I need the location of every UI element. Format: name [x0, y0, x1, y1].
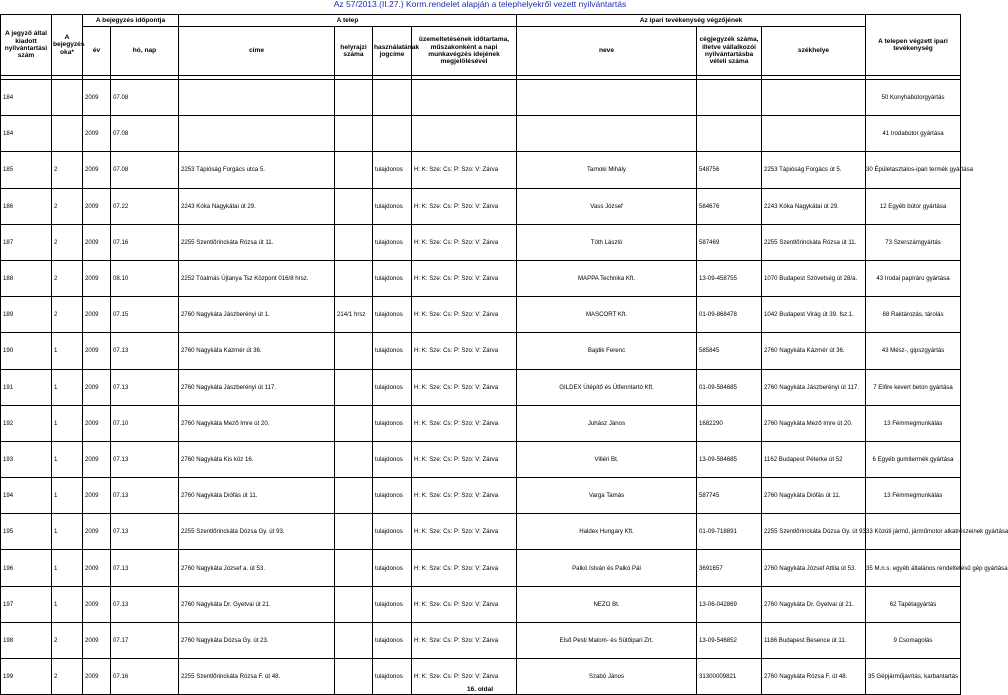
registry-table — [0, 14, 1008, 695]
cell-reg-no: 01-09-718891 — [697, 514, 762, 550]
cell-name: GILDEX Útépítő és Útfenntartó Kft. — [517, 369, 697, 405]
cell-name: Varga Tamás — [517, 478, 697, 514]
cell-reg-no: 13-09-584685 — [697, 441, 762, 477]
cell-seat: 2255 Szentlőrinckáta Dózsa Gy. út 93. — [762, 514, 866, 550]
header-activity: A telepen végzett ipari tevékenység — [866, 15, 961, 76]
cell-usage-right: tulajdonos — [373, 478, 412, 514]
cell-year: 2009 — [83, 659, 111, 695]
cell-reg-no: 585845 — [697, 333, 762, 369]
cell-activity: 13 Fémmegmunkálás — [866, 478, 961, 514]
cell-parcel — [335, 622, 373, 658]
cell-address: 2760 Nagykáta József a. út 53. — [179, 550, 335, 586]
cell-operating-hours: H: K: Sze: Cs: P: Szo: V: Zárva — [412, 514, 517, 550]
cell-reg-no: 1682290 — [697, 405, 762, 441]
cell-reason: 2 — [52, 224, 83, 260]
cell-year: 2009 — [83, 441, 111, 477]
cell-activity: 13 Fémmegmunkálás — [866, 405, 961, 441]
cell-usage-right: tulajdonos — [373, 188, 412, 224]
cell-name: Első Pesti Malom- és Sütőipari Zrt. — [517, 622, 697, 658]
cell-id: 195 — [1, 514, 52, 550]
cell-usage-right: tulajdonos — [373, 550, 412, 586]
table-row — [1, 550, 961, 586]
cell-name: MASCORT Kft. — [517, 297, 697, 333]
cell-year: 2009 — [83, 333, 111, 369]
cell-reg-no: 13-09-546852 — [697, 622, 762, 658]
cell-year: 2009 — [83, 80, 111, 116]
cell-id: 184 — [1, 80, 52, 116]
cell-parcel — [335, 333, 373, 369]
cell-operating-hours: H: K: Sze: Cs: P: Szo: V: Zárva — [412, 659, 517, 695]
cell-usage-right — [373, 80, 412, 116]
table-row — [1, 116, 961, 152]
cell-month-day: 07.13 — [111, 369, 179, 405]
cell-operating-hours: H: K: Sze: Cs: P: Szo: V: Zárva — [412, 405, 517, 441]
table-row — [1, 224, 961, 260]
cell-month-day: 07.13 — [111, 550, 179, 586]
cell-year: 2009 — [83, 586, 111, 622]
header-parcel: helyrajzi száma — [335, 27, 373, 76]
cell-name: Vass József — [517, 188, 697, 224]
cell-operating-hours: H: K: Sze: Cs: P: Szo: V: Zárva — [412, 333, 517, 369]
cell-year: 2009 — [83, 152, 111, 188]
cell-month-day: 07.08 — [111, 116, 179, 152]
cell-reason: 1 — [52, 586, 83, 622]
cell-address: 2760 Nagykáta Jászberényi út 1. — [179, 297, 335, 333]
cell-reg-no — [697, 80, 762, 116]
table-row — [1, 80, 961, 116]
cell-reason — [52, 116, 83, 152]
cell-usage-right: tulajdonos — [373, 224, 412, 260]
cell-year: 2009 — [83, 369, 111, 405]
cell-usage-right: tulajdonos — [373, 441, 412, 477]
cell-activity: 33 Közúti jármű, járműmotor alkatrészeinek gyártása — [866, 514, 961, 550]
cell-operating-hours: H: K: Sze: Cs: P: Szo: V: Zárva — [412, 260, 517, 296]
header-reason: A bejegyzés oka* — [52, 15, 83, 76]
cell-month-day: 07.17 — [111, 622, 179, 658]
cell-reason: 2 — [52, 622, 83, 658]
header-id: A jegyző által kiadott nyilvántartási szám — [1, 15, 52, 76]
table-row — [1, 152, 961, 188]
cell-reg-no: 584676 — [697, 188, 762, 224]
cell-operating-hours: H: K: Sze: Cs: P: Szo: V: Zárva — [412, 586, 517, 622]
cell-seat: 2760 Nagykáta Kázmér út 36. — [762, 333, 866, 369]
cell-parcel — [335, 369, 373, 405]
header-address: címe — [179, 27, 335, 76]
cell-name: Juhász János — [517, 405, 697, 441]
cell-year: 2009 — [83, 188, 111, 224]
cell-month-day: 07.13 — [111, 586, 179, 622]
cell-address: 2760 Nagykáta Kis köz 16. — [179, 441, 335, 477]
cell-name: Villéri Bt. — [517, 441, 697, 477]
header-group-date: A bejegyzés időpontja — [83, 15, 179, 27]
cell-activity: 73 Szerszámgyártás — [866, 224, 961, 260]
cell-activity: 35 M.n.s. egyéb általános rendeltetésű gép gyártása — [866, 550, 961, 586]
cell-usage-right: tulajdonos — [373, 297, 412, 333]
cell-seat — [762, 116, 866, 152]
cell-reg-no: 587469 — [697, 224, 762, 260]
header-operating-hours: üzemeltetésének időtartama, műszakonként a napi munkavégzés idejének megjelölésével — [412, 27, 517, 76]
cell-id: 189 — [1, 297, 52, 333]
cell-seat: 2760 Nagykáta Rózsa F. út 48. — [762, 659, 866, 695]
table-row — [1, 478, 961, 514]
cell-operating-hours — [412, 116, 517, 152]
cell-reason: 2 — [52, 260, 83, 296]
cell-address: 2255 Szentlőrinckáta Rózsa út 11. — [179, 224, 335, 260]
cell-parcel — [335, 441, 373, 477]
cell-month-day: 07.13 — [111, 333, 179, 369]
cell-activity: 7 Előre kevert beton gyártása — [866, 369, 961, 405]
cell-activity: 6 Egyéb gumitermék gyártása — [866, 441, 961, 477]
cell-month-day: 07.08 — [111, 80, 179, 116]
cell-month-day: 07.08 — [111, 152, 179, 188]
cell-seat: 2255 Szentlőrinckáta Rózsa út 11. — [762, 224, 866, 260]
header-year: év — [83, 27, 111, 76]
cell-address — [179, 116, 335, 152]
cell-id: 191 — [1, 369, 52, 405]
cell-usage-right: tulajdonos — [373, 622, 412, 658]
cell-reason: 1 — [52, 441, 83, 477]
cell-address: 2253 Tápióság Forgács utca 5. — [179, 152, 335, 188]
cell-id: 188 — [1, 260, 52, 296]
cell-seat: 2760 Nagykáta Mező Imre út 20. — [762, 405, 866, 441]
cell-id: 196 — [1, 550, 52, 586]
cell-parcel — [335, 80, 373, 116]
cell-activity: 12 Egyéb bútor gyártása — [866, 188, 961, 224]
cell-address: 2255 Szentlőrinckáta Rózsa F. út 48. — [179, 659, 335, 695]
cell-activity: 35 Gépjárműjavítás, karbantartás — [866, 659, 961, 695]
cell-month-day: 07.13 — [111, 441, 179, 477]
cell-seat: 2760 Nagykáta Diófás út 11. — [762, 478, 866, 514]
cell-address — [179, 80, 335, 116]
cell-reg-no: 01-09-584685 — [697, 369, 762, 405]
cell-parcel — [335, 152, 373, 188]
cell-month-day: 07.15 — [111, 297, 179, 333]
cell-address: 2243 Kóka Nagykátai út 29. — [179, 188, 335, 224]
cell-year: 2009 — [83, 260, 111, 296]
cell-reg-no: 587745 — [697, 478, 762, 514]
cell-reason: 1 — [52, 550, 83, 586]
header-name: neve — [517, 27, 697, 76]
cell-month-day: 08.10 — [111, 260, 179, 296]
cell-usage-right: tulajdonos — [373, 586, 412, 622]
page-title: Az 57/2013.(II.27.) Korm.rendelet alapján a telephelyekről vezett nyilvántartás — [333, 0, 627, 9]
cell-reason: 2 — [52, 152, 83, 188]
cell-parcel — [335, 188, 373, 224]
cell-parcel — [335, 478, 373, 514]
cell-address: 2760 Nagykáta Dr. Gyetvai út 21. — [179, 586, 335, 622]
cell-month-day: 07.16 — [111, 659, 179, 695]
cell-operating-hours: H: K: Sze: Cs: P: Szo: V: Zárva — [412, 441, 517, 477]
cell-id: 194 — [1, 478, 52, 514]
cell-id: 187 — [1, 224, 52, 260]
cell-month-day: 07.22 — [111, 188, 179, 224]
cell-year: 2009 — [83, 297, 111, 333]
table-row — [1, 586, 961, 622]
cell-usage-right: tulajdonos — [373, 260, 412, 296]
table-row — [1, 441, 961, 477]
cell-id: 198 — [1, 622, 52, 658]
cell-operating-hours: H: K: Sze: Cs: P: Szo: V: Zárva — [412, 224, 517, 260]
table-row — [1, 260, 961, 296]
cell-month-day: 07.16 — [111, 224, 179, 260]
table-header — [1, 15, 961, 80]
cell-year: 2009 — [83, 622, 111, 658]
cell-parcel — [335, 405, 373, 441]
cell-reason: 1 — [52, 369, 83, 405]
cell-usage-right: tulajdonos — [373, 152, 412, 188]
cell-name: Haldex Hungary Kft. — [517, 514, 697, 550]
cell-name: Szabó János — [517, 659, 697, 695]
cell-id: 192 — [1, 405, 52, 441]
cell-activity: 41 Irodabútor gyártása — [866, 116, 961, 152]
cell-activity: 9 Csomagolás — [866, 622, 961, 658]
table-body — [1, 80, 1008, 695]
table-row — [1, 514, 961, 550]
header-month-day: hó, nap — [111, 27, 179, 76]
cell-usage-right: tulajdonos — [373, 405, 412, 441]
cell-address: 2760 Nagykáta Kázmér út 36. — [179, 333, 335, 369]
cell-usage-right: tulajdonos — [373, 333, 412, 369]
table-row — [1, 622, 961, 658]
cell-name: Tarnoki Mihály — [517, 152, 697, 188]
cell-reason: 2 — [52, 297, 83, 333]
table-row — [1, 188, 961, 224]
table-row — [1, 405, 961, 441]
cell-name: Bajdik Ferenc — [517, 333, 697, 369]
cell-operating-hours: H: K: Sze: Cs: P: Szo: V: Zárva — [412, 622, 517, 658]
cell-usage-right: tulajdonos — [373, 369, 412, 405]
cell-activity: 30 Épületasztalos-ipari termék gyártása — [866, 152, 961, 188]
header-reg-no: cégjegyzék száma, illetve vállalkozói nyilvántartásba vételi száma — [697, 27, 762, 76]
cell-address: 2252 Tóalmás Újtanya Tsz Központ 016/8 hrsz. — [179, 260, 335, 296]
cell-activity: 50 Konyhabútorgyártás — [866, 80, 961, 116]
cell-address: 2760 Nagykáta Dózsa Gy. út 23. — [179, 622, 335, 658]
cell-parcel — [335, 116, 373, 152]
cell-reason: 1 — [52, 333, 83, 369]
cell-operating-hours: H: K: Sze: Cs: P: Szo: V: Zárva — [412, 478, 517, 514]
cell-reg-no: 13-06-042869 — [697, 586, 762, 622]
cell-operating-hours: H: K: Sze: Cs: P: Szo: V: Zárva — [412, 152, 517, 188]
cell-seat: 1070 Budapest Szövetség út 28/a. — [762, 260, 866, 296]
cell-year: 2009 — [83, 116, 111, 152]
header-group-operator: Az ipari tevékenység végzőjének — [517, 15, 866, 27]
cell-id: 197 — [1, 586, 52, 622]
table-row — [1, 333, 961, 369]
page-number: 16. oldal — [466, 686, 493, 693]
cell-id: 185 — [1, 152, 52, 188]
cell-reg-no: 01-09-868478 — [697, 297, 762, 333]
header-usage-right: használatának jogcíme — [373, 27, 412, 76]
cell-activity: 68 Raktározás, tárolás — [866, 297, 961, 333]
cell-month-day: 07.13 — [111, 478, 179, 514]
cell-reg-no: 13-09-458755 — [697, 260, 762, 296]
cell-id: 190 — [1, 333, 52, 369]
cell-seat — [762, 80, 866, 116]
cell-operating-hours: H: K: Sze: Cs: P: Szo: V: Zárva — [412, 369, 517, 405]
cell-year: 2009 — [83, 514, 111, 550]
cell-parcel — [335, 586, 373, 622]
cell-address: 2760 Nagykáta Mező Imre út 20. — [179, 405, 335, 441]
cell-seat: 2760 Nagykáta Dr. Gyetvai út 21. — [762, 586, 866, 622]
cell-parcel — [335, 514, 373, 550]
cell-id: 199 — [1, 659, 52, 695]
cell-reg-no: 31300009821 — [697, 659, 762, 695]
cell-name: Palkó István és Palkó Pál — [517, 550, 697, 586]
cell-address: 2760 Nagykáta Diófás út 11. — [179, 478, 335, 514]
cell-name: MAPPA Technika Kft. — [517, 260, 697, 296]
cell-id: 186 — [1, 188, 52, 224]
cell-operating-hours: H: K: Sze: Cs: P: Szo: V: Zárva — [412, 297, 517, 333]
cell-month-day: 07.13 — [111, 514, 179, 550]
cell-seat: 2760 Nagykáta József Attila út 53. — [762, 550, 866, 586]
cell-reason: 2 — [52, 188, 83, 224]
cell-seat: 2760 Nagykáta Jászberényi út 117. — [762, 369, 866, 405]
cell-reg-no — [697, 116, 762, 152]
cell-activity: 43 Irodai papíráru gyártása — [866, 260, 961, 296]
cell-name: NEZO Bt. — [517, 586, 697, 622]
cell-id: 184 — [1, 116, 52, 152]
cell-parcel — [335, 550, 373, 586]
cell-seat: 2253 Tápióság Forgács út 5. — [762, 152, 866, 188]
cell-year: 2009 — [83, 405, 111, 441]
cell-address: 2760 Nagykáta Jászberényi út 117. — [179, 369, 335, 405]
table-row — [1, 297, 961, 333]
cell-name — [517, 116, 697, 152]
cell-operating-hours — [412, 80, 517, 116]
cell-activity: 43 Mész-, gipszgyártás — [866, 333, 961, 369]
cell-reason: 1 — [52, 478, 83, 514]
cell-reason: 1 — [52, 405, 83, 441]
cell-month-day: 07.10 — [111, 405, 179, 441]
cell-reg-no: 548756 — [697, 152, 762, 188]
cell-reason: 1 — [52, 514, 83, 550]
cell-id: 193 — [1, 441, 52, 477]
cell-address: 2255 Szentlőrinckáta Dózsa Gy. út 93. — [179, 514, 335, 550]
cell-operating-hours: H: K: Sze: Cs: P: Szo: V: Zárva — [412, 188, 517, 224]
cell-seat: 1042 Budapest Virág út 39. fsz.1. — [762, 297, 866, 333]
cell-parcel — [335, 224, 373, 260]
cell-reg-no: 3691657 — [697, 550, 762, 586]
cell-parcel: 214/1 hrsz — [335, 297, 373, 333]
header-group-site: A telep — [179, 15, 517, 27]
cell-usage-right — [373, 116, 412, 152]
cell-seat: 1186 Budapest Besence út 11. — [762, 622, 866, 658]
header-seat: székhelye — [762, 27, 866, 76]
cell-activity: 62 Tapétagyártás — [866, 586, 961, 622]
cell-year: 2009 — [83, 478, 111, 514]
cell-name — [517, 80, 697, 116]
cell-year: 2009 — [83, 550, 111, 586]
cell-name: Tóth László — [517, 224, 697, 260]
cell-seat: 1162 Budapest Péterke út 52 — [762, 441, 866, 477]
cell-operating-hours: H: K: Sze: Cs: P: Szo: V: Zárva — [412, 550, 517, 586]
cell-usage-right: tulajdonos — [373, 514, 412, 550]
cell-seat: 2243 Kóka Nagykátai út 29. — [762, 188, 866, 224]
cell-usage-right: tulajdonos — [373, 659, 412, 695]
cell-reason — [52, 80, 83, 116]
table-row — [1, 369, 961, 405]
cell-reason: 2 — [52, 659, 83, 695]
cell-year: 2009 — [83, 224, 111, 260]
cell-parcel — [335, 260, 373, 296]
